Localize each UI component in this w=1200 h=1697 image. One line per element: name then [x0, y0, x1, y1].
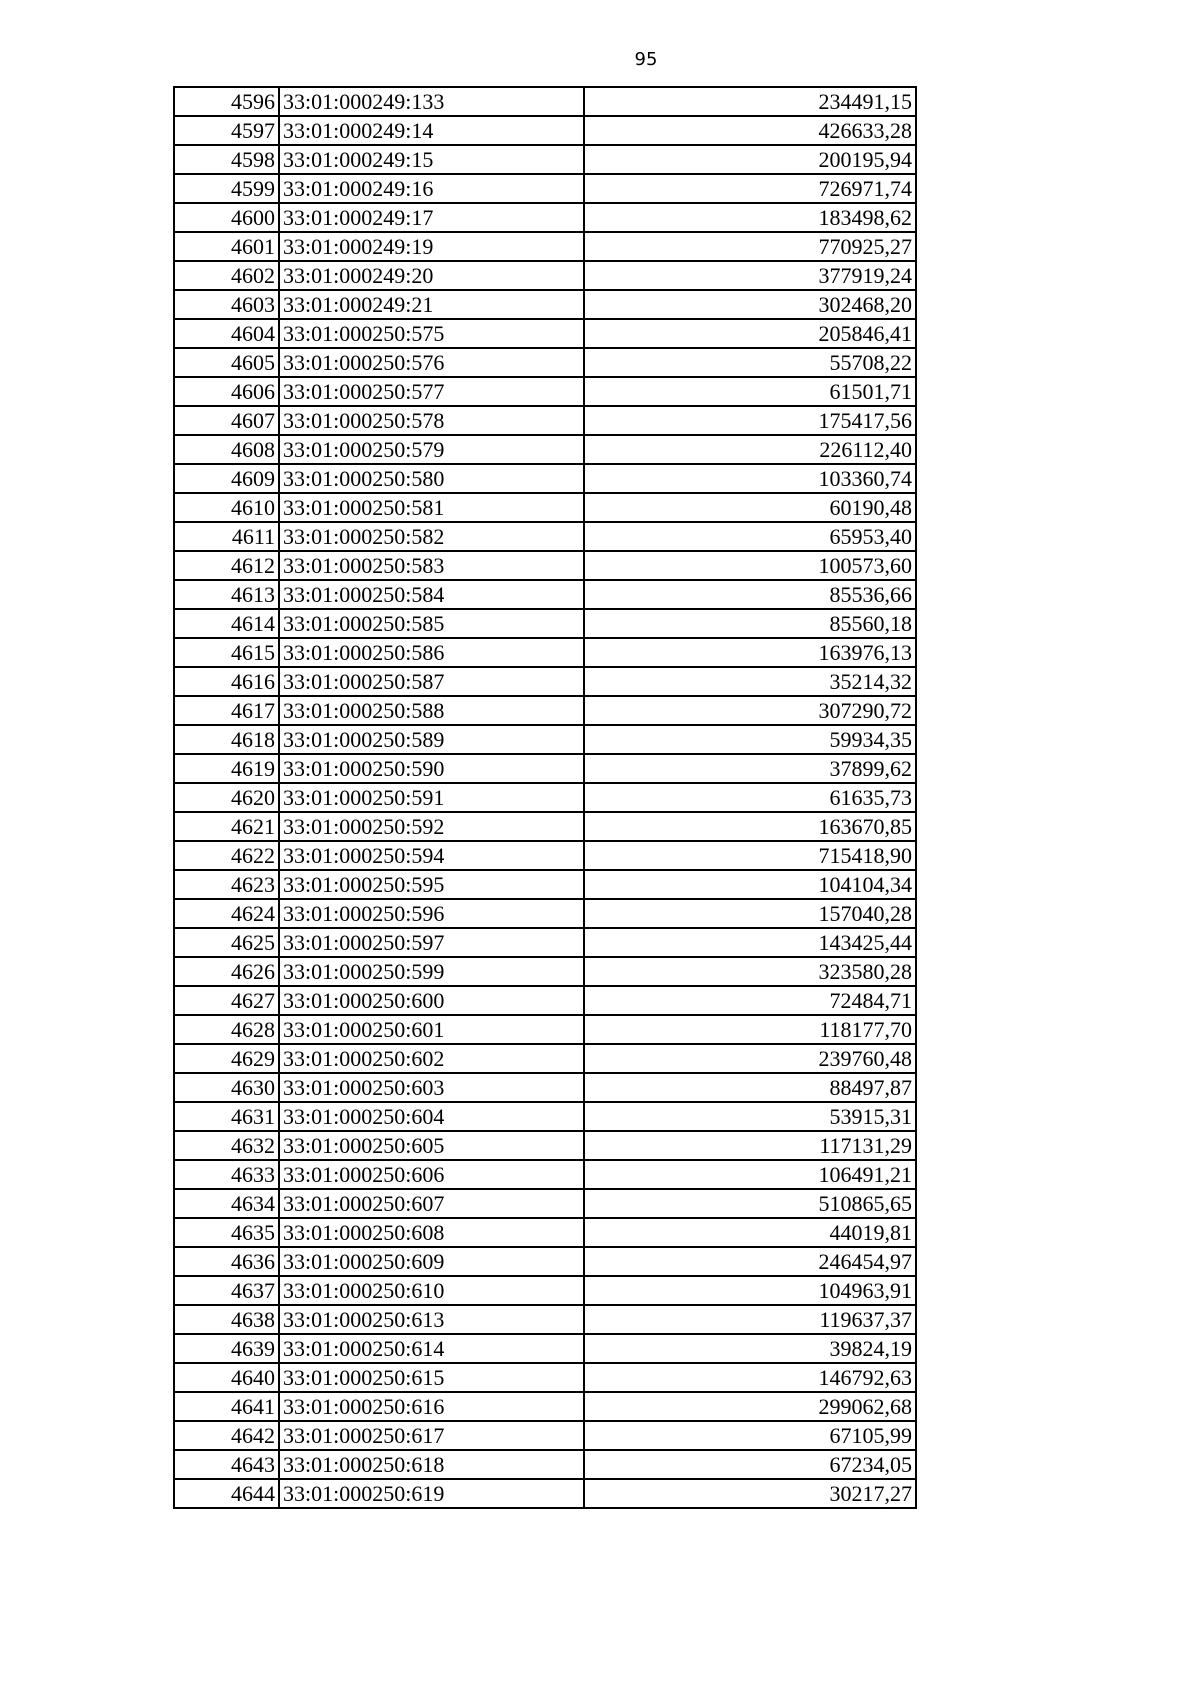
cadastral-number-cell: 33:01:000250:616 [279, 1392, 584, 1421]
table-row [174, 1421, 916, 1450]
table-row [174, 435, 916, 464]
value-cell: 323580,28 [584, 957, 916, 986]
value-cell: 106491,21 [584, 1160, 916, 1189]
table-row [174, 261, 916, 290]
row-number-cell: 4618 [174, 725, 279, 754]
table-row [174, 1015, 916, 1044]
cadastral-number-cell: 33:01:000250:615 [279, 1363, 584, 1392]
row-number-cell: 4640 [174, 1363, 279, 1392]
value-cell: 67234,05 [584, 1450, 916, 1479]
table-row [174, 377, 916, 406]
row-number-cell: 4622 [174, 841, 279, 870]
table-row [174, 203, 916, 232]
row-number-cell: 4614 [174, 609, 279, 638]
table-row [174, 1073, 916, 1102]
value-cell: 65953,40 [584, 522, 916, 551]
table-row [174, 1102, 916, 1131]
table-row [174, 1363, 916, 1392]
cadastral-number-cell: 33:01:000250:617 [279, 1421, 584, 1450]
table-row [174, 232, 916, 261]
cadastral-number-cell: 33:01:000250:594 [279, 841, 584, 870]
table-row [174, 1160, 916, 1189]
value-cell: 205846,41 [584, 319, 916, 348]
value-cell: 30217,27 [584, 1479, 916, 1508]
row-number-cell: 4630 [174, 1073, 279, 1102]
row-number-cell: 4606 [174, 377, 279, 406]
row-number-cell: 4628 [174, 1015, 279, 1044]
table-row [174, 1189, 916, 1218]
cadastral-number-cell: 33:01:000250:591 [279, 783, 584, 812]
cadastral-number-cell: 33:01:000250:581 [279, 493, 584, 522]
table-row [174, 319, 916, 348]
table-row [174, 1276, 916, 1305]
row-number-cell: 4626 [174, 957, 279, 986]
value-cell: 119637,37 [584, 1305, 916, 1334]
table-row [174, 1305, 916, 1334]
row-number-cell: 4616 [174, 667, 279, 696]
value-cell: 35214,32 [584, 667, 916, 696]
cadastral-number-cell: 33:01:000250:618 [279, 1450, 584, 1479]
value-cell: 510865,65 [584, 1189, 916, 1218]
value-cell: 85560,18 [584, 609, 916, 638]
row-number-cell: 4643 [174, 1450, 279, 1479]
row-number-cell: 4627 [174, 986, 279, 1015]
cadastral-number-cell: 33:01:000249:16 [279, 174, 584, 203]
cadastral-number-cell: 33:01:000250:597 [279, 928, 584, 957]
value-cell: 234491,15 [584, 87, 916, 116]
row-number-cell: 4637 [174, 1276, 279, 1305]
row-number-cell: 4629 [174, 1044, 279, 1073]
value-cell: 715418,90 [584, 841, 916, 870]
row-number-cell: 4620 [174, 783, 279, 812]
value-cell: 377919,24 [584, 261, 916, 290]
row-number-cell: 4641 [174, 1392, 279, 1421]
value-cell: 146792,63 [584, 1363, 916, 1392]
cadastral-number-cell: 33:01:000250:582 [279, 522, 584, 551]
value-cell: 163976,13 [584, 638, 916, 667]
cadastral-number-cell: 33:01:000250:575 [279, 319, 584, 348]
value-cell: 60190,48 [584, 493, 916, 522]
table-row [174, 899, 916, 928]
registry-table [173, 86, 917, 1509]
cadastral-number-cell: 33:01:000249:133 [279, 87, 584, 116]
registry-table-body [174, 87, 916, 1508]
cadastral-number-cell: 33:01:000250:607 [279, 1189, 584, 1218]
table-row [174, 1479, 916, 1508]
value-cell: 44019,81 [584, 1218, 916, 1247]
cadastral-number-cell: 33:01:000250:586 [279, 638, 584, 667]
value-cell: 226112,40 [584, 435, 916, 464]
table-row [174, 1450, 916, 1479]
table-row [174, 580, 916, 609]
row-number-cell: 4599 [174, 174, 279, 203]
cadastral-number-cell: 33:01:000250:602 [279, 1044, 584, 1073]
table-row [174, 609, 916, 638]
value-cell: 67105,99 [584, 1421, 916, 1450]
value-cell: 100573,60 [584, 551, 916, 580]
table-row [174, 928, 916, 957]
value-cell: 55708,22 [584, 348, 916, 377]
table-row [174, 870, 916, 899]
value-cell: 85536,66 [584, 580, 916, 609]
table-row [174, 754, 916, 783]
cadastral-number-cell: 33:01:000250:584 [279, 580, 584, 609]
row-number-cell: 4623 [174, 870, 279, 899]
row-number-cell: 4600 [174, 203, 279, 232]
row-number-cell: 4597 [174, 116, 279, 145]
cadastral-number-cell: 33:01:000249:14 [279, 116, 584, 145]
table-row [174, 290, 916, 319]
table-row [174, 348, 916, 377]
row-number-cell: 4625 [174, 928, 279, 957]
row-number-cell: 4596 [174, 87, 279, 116]
table-row [174, 986, 916, 1015]
row-number-cell: 4633 [174, 1160, 279, 1189]
value-cell: 104104,34 [584, 870, 916, 899]
value-cell: 104963,91 [584, 1276, 916, 1305]
row-number-cell: 4621 [174, 812, 279, 841]
cadastral-number-cell: 33:01:000249:17 [279, 203, 584, 232]
row-number-cell: 4635 [174, 1218, 279, 1247]
value-cell: 426633,28 [584, 116, 916, 145]
row-number-cell: 4638 [174, 1305, 279, 1334]
row-number-cell: 4612 [174, 551, 279, 580]
cadastral-number-cell: 33:01:000250:619 [279, 1479, 584, 1508]
value-cell: 117131,29 [584, 1131, 916, 1160]
table-row [174, 1044, 916, 1073]
row-number-cell: 4602 [174, 261, 279, 290]
row-number-cell: 4601 [174, 232, 279, 261]
row-number-cell: 4607 [174, 406, 279, 435]
table-row [174, 667, 916, 696]
table-row [174, 551, 916, 580]
cadastral-number-cell: 33:01:000249:15 [279, 145, 584, 174]
cadastral-number-cell: 33:01:000250:604 [279, 1102, 584, 1131]
row-number-cell: 4642 [174, 1421, 279, 1450]
table-row [174, 145, 916, 174]
row-number-cell: 4634 [174, 1189, 279, 1218]
value-cell: 37899,62 [584, 754, 916, 783]
value-cell: 726971,74 [584, 174, 916, 203]
row-number-cell: 4605 [174, 348, 279, 377]
cadastral-number-cell: 33:01:000250:609 [279, 1247, 584, 1276]
cadastral-number-cell: 33:01:000250:613 [279, 1305, 584, 1334]
cadastral-number-cell: 33:01:000250:596 [279, 899, 584, 928]
value-cell: 61501,71 [584, 377, 916, 406]
row-number-cell: 4636 [174, 1247, 279, 1276]
cadastral-number-cell: 33:01:000250:576 [279, 348, 584, 377]
table-row [174, 406, 916, 435]
row-number-cell: 4624 [174, 899, 279, 928]
value-cell: 770925,27 [584, 232, 916, 261]
value-cell: 299062,68 [584, 1392, 916, 1421]
cadastral-number-cell: 33:01:000250:580 [279, 464, 584, 493]
table-row [174, 1247, 916, 1276]
row-number-cell: 4609 [174, 464, 279, 493]
row-number-cell: 4619 [174, 754, 279, 783]
value-cell: 88497,87 [584, 1073, 916, 1102]
cadastral-number-cell: 33:01:000250:583 [279, 551, 584, 580]
cadastral-number-cell: 33:01:000250:589 [279, 725, 584, 754]
row-number-cell: 4604 [174, 319, 279, 348]
value-cell: 72484,71 [584, 986, 916, 1015]
cadastral-number-cell: 33:01:000250:587 [279, 667, 584, 696]
cadastral-number-cell: 33:01:000250:578 [279, 406, 584, 435]
table-row [174, 638, 916, 667]
table-row [174, 1131, 916, 1160]
cadastral-number-cell: 33:01:000249:19 [279, 232, 584, 261]
cadastral-number-cell: 33:01:000250:610 [279, 1276, 584, 1305]
value-cell: 157040,28 [584, 899, 916, 928]
cadastral-number-cell: 33:01:000250:608 [279, 1218, 584, 1247]
value-cell: 39824,19 [584, 1334, 916, 1363]
value-cell: 61635,73 [584, 783, 916, 812]
row-number-cell: 4603 [174, 290, 279, 319]
cadastral-number-cell: 33:01:000250:585 [279, 609, 584, 638]
cadastral-number-cell: 33:01:000250:588 [279, 696, 584, 725]
value-cell: 183498,62 [584, 203, 916, 232]
row-number-cell: 4632 [174, 1131, 279, 1160]
table-row [174, 174, 916, 203]
table-row [174, 725, 916, 754]
table-row [174, 1392, 916, 1421]
table-row [174, 696, 916, 725]
value-cell: 163670,85 [584, 812, 916, 841]
value-cell: 53915,31 [584, 1102, 916, 1131]
cadastral-number-cell: 33:01:000250:579 [279, 435, 584, 464]
value-cell: 302468,20 [584, 290, 916, 319]
row-number-cell: 4644 [174, 1479, 279, 1508]
value-cell: 246454,97 [584, 1247, 916, 1276]
cadastral-number-cell: 33:01:000250:614 [279, 1334, 584, 1363]
row-number-cell: 4615 [174, 638, 279, 667]
row-number-cell: 4598 [174, 145, 279, 174]
cadastral-number-cell: 33:01:000250:606 [279, 1160, 584, 1189]
value-cell: 175417,56 [584, 406, 916, 435]
row-number-cell: 4608 [174, 435, 279, 464]
table-row [174, 522, 916, 551]
cadastral-number-cell: 33:01:000249:20 [279, 261, 584, 290]
cadastral-number-cell: 33:01:000250:605 [279, 1131, 584, 1160]
cadastral-number-cell: 33:01:000250:592 [279, 812, 584, 841]
cadastral-number-cell: 33:01:000250:603 [279, 1073, 584, 1102]
value-cell: 118177,70 [584, 1015, 916, 1044]
cadastral-number-cell: 33:01:000250:600 [279, 986, 584, 1015]
table-row [174, 464, 916, 493]
table-row [174, 841, 916, 870]
cadastral-number-cell: 33:01:000249:21 [279, 290, 584, 319]
value-cell: 200195,94 [584, 145, 916, 174]
value-cell: 103360,74 [584, 464, 916, 493]
table-row [174, 1334, 916, 1363]
table-row [174, 812, 916, 841]
table-row [174, 493, 916, 522]
table-row [174, 87, 916, 116]
value-cell: 143425,44 [584, 928, 916, 957]
value-cell: 307290,72 [584, 696, 916, 725]
row-number-cell: 4631 [174, 1102, 279, 1131]
table-row [174, 116, 916, 145]
cadastral-number-cell: 33:01:000250:595 [279, 870, 584, 899]
cadastral-number-cell: 33:01:000250:577 [279, 377, 584, 406]
value-cell: 239760,48 [584, 1044, 916, 1073]
cadastral-number-cell: 33:01:000250:599 [279, 957, 584, 986]
value-cell: 59934,35 [584, 725, 916, 754]
row-number-cell: 4611 [174, 522, 279, 551]
row-number-cell: 4617 [174, 696, 279, 725]
row-number-cell: 4639 [174, 1334, 279, 1363]
table-row [174, 957, 916, 986]
cadastral-number-cell: 33:01:000250:601 [279, 1015, 584, 1044]
cadastral-number-cell: 33:01:000250:590 [279, 754, 584, 783]
row-number-cell: 4613 [174, 580, 279, 609]
page-number: 95 [634, 49, 658, 70]
table-row [174, 783, 916, 812]
table-row [174, 1218, 916, 1247]
row-number-cell: 4610 [174, 493, 279, 522]
